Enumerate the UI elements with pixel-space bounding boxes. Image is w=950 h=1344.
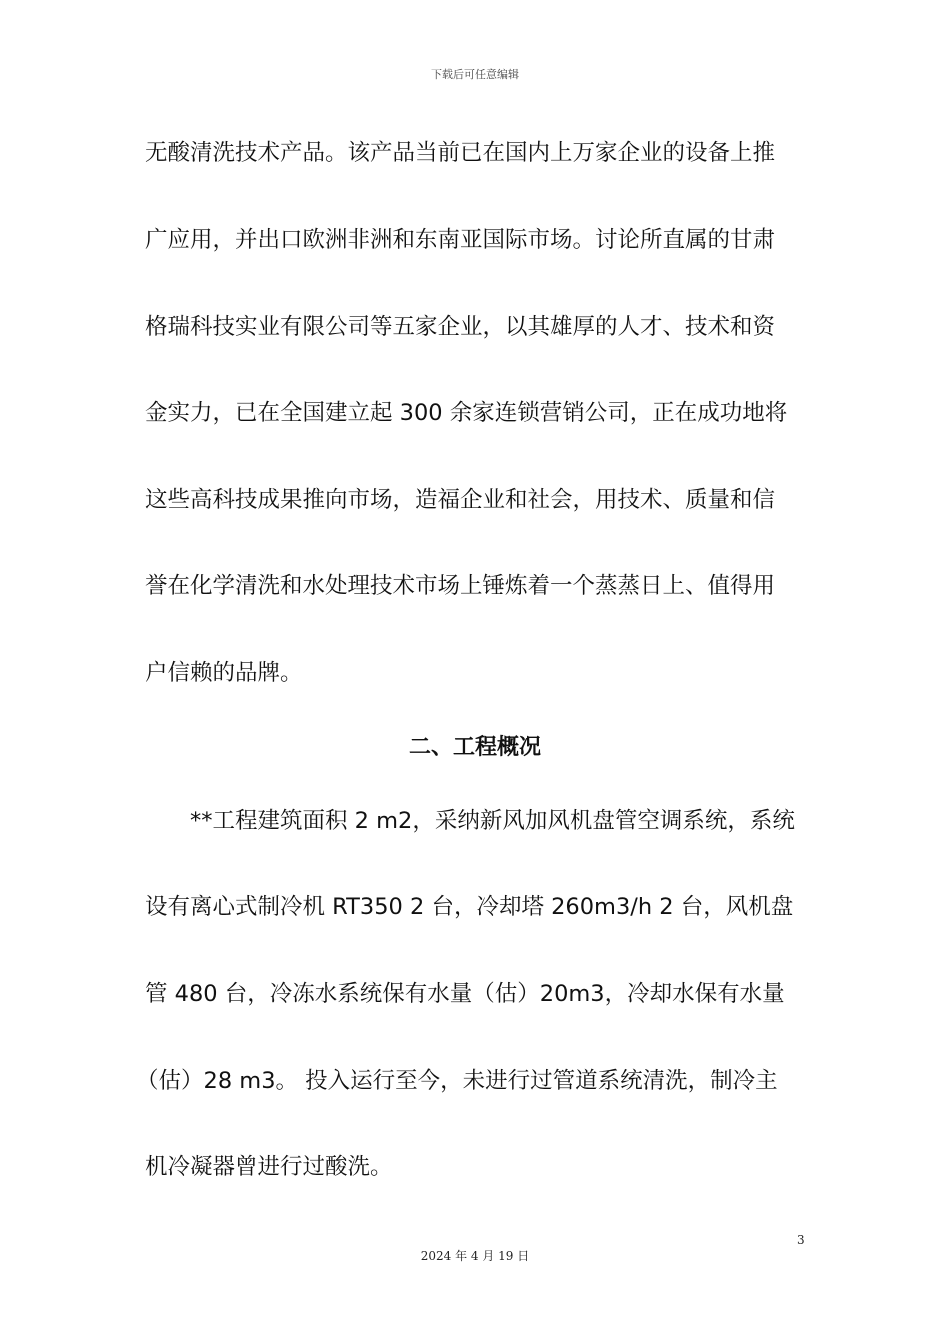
paragraph-line: （估）28 m3。 投入运行至今，未进行过管道系统清洗，制冷主 <box>136 1068 778 1094</box>
paragraph-line: 管 480 台，冷冻水系统保有水量（估）20m3，冷却水保有水量 <box>145 981 785 1007</box>
paragraph-line: 机冷凝器曾进行过酸洗。 <box>145 1154 393 1180</box>
section-heading: 二、工程概况 <box>408 735 541 760</box>
paragraph-line: 格瑞科技实业有限公司等五家企业，以其雄厚的人才、技术和资 <box>145 314 776 340</box>
paragraph-line: 户信赖的品牌。 <box>145 660 303 686</box>
paragraph-line: 金实力，已在全国建立起 300 余家连锁营销公司，正在成功地将 <box>145 400 788 426</box>
page-header: 下载后可任意编辑 <box>431 68 519 81</box>
paragraph-line: 这些高科技成果推向市场，造福企业和社会，用技术、质量和信 <box>145 487 776 513</box>
paragraph-line: 无酸清洗技术产品。该产品当前已在国内上万家企业的设备上推 <box>145 140 776 166</box>
footer-date: 2024 年 4 月 19 日 <box>420 1249 530 1263</box>
paragraph-line: **工程建筑面积 2 m2，采纳新风加风机盘管空调系统，系统 <box>190 808 795 834</box>
paragraph-line: 设有离心式制冷机 RT350 2 台，冷却塔 260m3/h 2 台，风机盘 <box>145 894 794 920</box>
page-number: 3 <box>797 1233 805 1247</box>
paragraph-line: 誉在化学清洗和水处理技术市场上锤炼着一个蒸蒸日上、值得用 <box>145 573 776 599</box>
paragraph-line: 广应用，并出口欧洲非洲和东南亚国际市场。讨论所直属的甘肃 <box>145 227 776 253</box>
